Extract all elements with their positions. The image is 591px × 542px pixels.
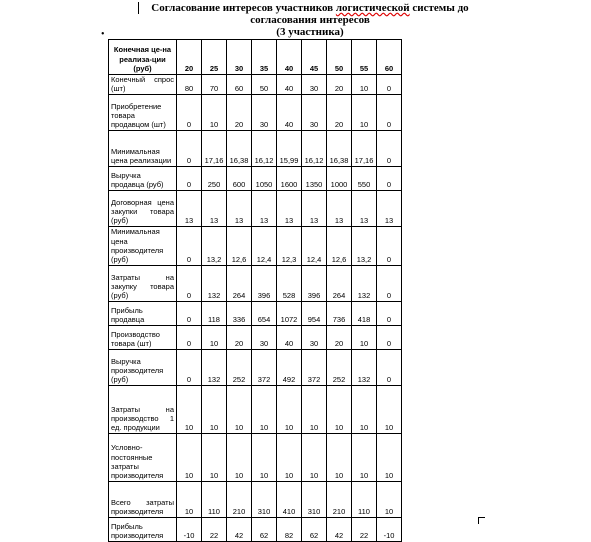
table-cell: 62 — [252, 518, 277, 542]
table-cell: 12,4 — [302, 227, 327, 266]
table-cell: 336 — [227, 302, 252, 326]
table-cell: 60 — [227, 75, 252, 95]
table-cell: 10 — [302, 386, 327, 434]
table-cell: 13 — [377, 191, 402, 227]
header-price-cell: 35 — [252, 40, 277, 75]
table-cell: -10 — [177, 518, 202, 542]
table-cell: 954 — [302, 302, 327, 326]
table-cell: 372 — [252, 350, 277, 386]
table-cell: 736 — [327, 302, 352, 326]
table-row — [109, 75, 402, 95]
table-cell: 10 — [377, 434, 402, 482]
table-row — [109, 326, 402, 350]
table-cell: 0 — [177, 167, 202, 191]
data-table — [108, 39, 402, 542]
table-cell: 0 — [377, 302, 402, 326]
table-cell: 30 — [302, 75, 327, 95]
row-label: Производство товара (шт) — [109, 326, 177, 350]
table-cell: 1050 — [252, 167, 277, 191]
table-cell: 13 — [227, 191, 252, 227]
table-cell: 250 — [202, 167, 227, 191]
row-label: Затраты на закупку товара (руб) — [109, 266, 177, 302]
table-cell: 0 — [377, 350, 402, 386]
table-cell: 0 — [377, 227, 402, 266]
row-label: Затраты на производство 1 ед. продукции — [109, 386, 177, 434]
table-cell: 654 — [252, 302, 277, 326]
header-price-cell: 50 — [327, 40, 352, 75]
table-row — [109, 227, 402, 266]
table-cell: 13,2 — [202, 227, 227, 266]
header-price-cell: 45 — [302, 40, 327, 75]
table-cell: 264 — [327, 266, 352, 302]
table-cell: 0 — [177, 227, 202, 266]
table-cell: 10 — [227, 386, 252, 434]
table-row — [109, 386, 402, 434]
table-cell: 70 — [202, 75, 227, 95]
table-cell: 10 — [352, 326, 377, 350]
table-move-handle-icon[interactable]: • — [101, 29, 105, 40]
table-cell: 1600 — [277, 167, 302, 191]
header-price-cell: 30 — [227, 40, 252, 75]
table-cell: 42 — [227, 518, 252, 542]
table-cell: -10 — [377, 518, 402, 542]
table-cell: 0 — [177, 95, 202, 131]
table-cell: 12,4 — [252, 227, 277, 266]
table-row — [109, 518, 402, 542]
table-cell: 10 — [302, 434, 327, 482]
table-cell: 10 — [352, 95, 377, 131]
table-cell: 13 — [177, 191, 202, 227]
table-cell: 528 — [277, 266, 302, 302]
row-label: Прибыль продавца — [109, 302, 177, 326]
table-row — [109, 95, 402, 131]
header-label-cell: Конечная це-на реализа-ции (руб) — [109, 40, 177, 75]
table-row — [109, 131, 402, 167]
table-cell: 10 — [177, 482, 202, 518]
table-cell: 10 — [202, 386, 227, 434]
table-cell: 62 — [302, 518, 327, 542]
table-cell: 17,16 — [202, 131, 227, 167]
table-cell: 10 — [352, 434, 377, 482]
text-cursor — [138, 2, 139, 14]
title-line-3: (3 участника) — [276, 26, 344, 38]
table-cell: 118 — [202, 302, 227, 326]
table-cell: 30 — [302, 95, 327, 131]
table-cell: 0 — [377, 75, 402, 95]
table-cell: 22 — [202, 518, 227, 542]
table-cell: 10 — [277, 434, 302, 482]
table-cell: 20 — [327, 326, 352, 350]
table-cell: 210 — [327, 482, 352, 518]
table-cell: 10 — [352, 75, 377, 95]
table-cell: 20 — [227, 326, 252, 350]
table-cell: 132 — [202, 266, 227, 302]
table-cell: 16,38 — [227, 131, 252, 167]
table-cell: 132 — [202, 350, 227, 386]
table-cell: 12,6 — [327, 227, 352, 266]
table-cell: 132 — [352, 350, 377, 386]
table-row — [109, 482, 402, 518]
row-label: Выручка производителя (руб) — [109, 350, 177, 386]
table-cell: 132 — [352, 266, 377, 302]
table-cell: 1000 — [327, 167, 352, 191]
table-cell: 12,3 — [277, 227, 302, 266]
table-cell: 17,16 — [352, 131, 377, 167]
table-cell: 310 — [252, 482, 277, 518]
table-cell: 264 — [227, 266, 252, 302]
row-label: Минимальная цена производителя (руб) — [109, 227, 177, 266]
title-line-1 — [140, 2, 480, 14]
table-cell: 550 — [352, 167, 377, 191]
document-title — [140, 2, 480, 38]
table-cell: 82 — [277, 518, 302, 542]
table-row — [109, 191, 402, 227]
table-row — [109, 302, 402, 326]
table-cell: 10 — [252, 386, 277, 434]
table-cell: 0 — [377, 95, 402, 131]
table-cell: 10 — [377, 482, 402, 518]
table-cell: 16,12 — [302, 131, 327, 167]
header-price-cell: 40 — [277, 40, 302, 75]
table-cell: 13 — [352, 191, 377, 227]
title-spellcheck-word: логистической — [335, 2, 410, 14]
row-label: Конечный спрос (шт) — [109, 75, 177, 95]
table-cell: 22 — [352, 518, 377, 542]
table-cell: 0 — [177, 350, 202, 386]
table-cell: 20 — [227, 95, 252, 131]
table-cell: 396 — [252, 266, 277, 302]
title-line-1-end: системы до — [409, 2, 469, 14]
table-cell: 10 — [177, 386, 202, 434]
table-cell: 50 — [252, 75, 277, 95]
header-price-cell: 60 — [377, 40, 402, 75]
table-cell: 10 — [277, 386, 302, 434]
header-price-cell: 55 — [352, 40, 377, 75]
table-cell: 418 — [352, 302, 377, 326]
table-row — [109, 266, 402, 302]
title-line-1-start: Согласование интересов участников — [151, 2, 336, 14]
table-cell: 16,12 — [252, 131, 277, 167]
table-cell: 30 — [302, 326, 327, 350]
table-cell: 40 — [277, 326, 302, 350]
table-cell: 13,2 — [352, 227, 377, 266]
table-cell: 310 — [302, 482, 327, 518]
table-cell: 0 — [177, 131, 202, 167]
table-cell: 396 — [302, 266, 327, 302]
table-cell: 30 — [252, 95, 277, 131]
table-cell: 30 — [252, 326, 277, 350]
table-cell: 110 — [352, 482, 377, 518]
table-cell: 10 — [177, 434, 202, 482]
row-label: Приобретение товара продавцом (шт) — [109, 95, 177, 131]
table-cell: 13 — [252, 191, 277, 227]
table-cell: 0 — [377, 131, 402, 167]
table-cell: 0 — [377, 326, 402, 350]
table-cell: 0 — [377, 266, 402, 302]
table-cell: 110 — [202, 482, 227, 518]
page-corner-mark — [478, 517, 485, 524]
row-label: Договорная цена закупки товара (руб) — [109, 191, 177, 227]
table-row — [109, 434, 402, 482]
table-cell: 20 — [327, 95, 352, 131]
table-cell: 13 — [202, 191, 227, 227]
table-cell: 10 — [202, 326, 227, 350]
table-cell: 600 — [227, 167, 252, 191]
row-label: Условно-постоянные затраты производителя — [109, 434, 177, 482]
table-cell: 20 — [327, 75, 352, 95]
table-cell: 10 — [327, 434, 352, 482]
header-price-cell: 20 — [177, 40, 202, 75]
table-cell: 210 — [227, 482, 252, 518]
row-label: Минимальная цена реализации — [109, 131, 177, 167]
table-cell: 410 — [277, 482, 302, 518]
table-cell: 0 — [177, 326, 202, 350]
table-cell: 10 — [227, 434, 252, 482]
table-cell: 372 — [302, 350, 327, 386]
table-cell: 15,99 — [277, 131, 302, 167]
table-cell: 10 — [377, 386, 402, 434]
table-cell: 10 — [327, 386, 352, 434]
table-cell: 80 — [177, 75, 202, 95]
table-cell: 16,38 — [327, 131, 352, 167]
table-cell: 492 — [277, 350, 302, 386]
table-cell: 1350 — [302, 167, 327, 191]
table-row — [109, 167, 402, 191]
table-cell: 10 — [202, 434, 227, 482]
title-line-2: согласования интересов — [250, 14, 370, 26]
header-row — [109, 40, 402, 75]
table-cell: 10 — [352, 386, 377, 434]
table-cell: 12,6 — [227, 227, 252, 266]
table-cell: 13 — [302, 191, 327, 227]
row-label: Выручка продавца (руб) — [109, 167, 177, 191]
table-cell: 40 — [277, 95, 302, 131]
table-cell: 10 — [252, 434, 277, 482]
table-cell: 252 — [327, 350, 352, 386]
table-cell: 13 — [277, 191, 302, 227]
table-cell: 40 — [277, 75, 302, 95]
table-row — [109, 350, 402, 386]
table-cell: 13 — [327, 191, 352, 227]
table-cell: 0 — [177, 266, 202, 302]
header-price-cell: 25 — [202, 40, 227, 75]
row-label: Всего затраты производителя — [109, 482, 177, 518]
table-cell: 0 — [377, 167, 402, 191]
table-cell: 10 — [202, 95, 227, 131]
row-label: Прибыль производителя — [109, 518, 177, 542]
table-cell: 1072 — [277, 302, 302, 326]
table-cell: 42 — [327, 518, 352, 542]
table-cell: 252 — [227, 350, 252, 386]
table-cell: 0 — [177, 302, 202, 326]
